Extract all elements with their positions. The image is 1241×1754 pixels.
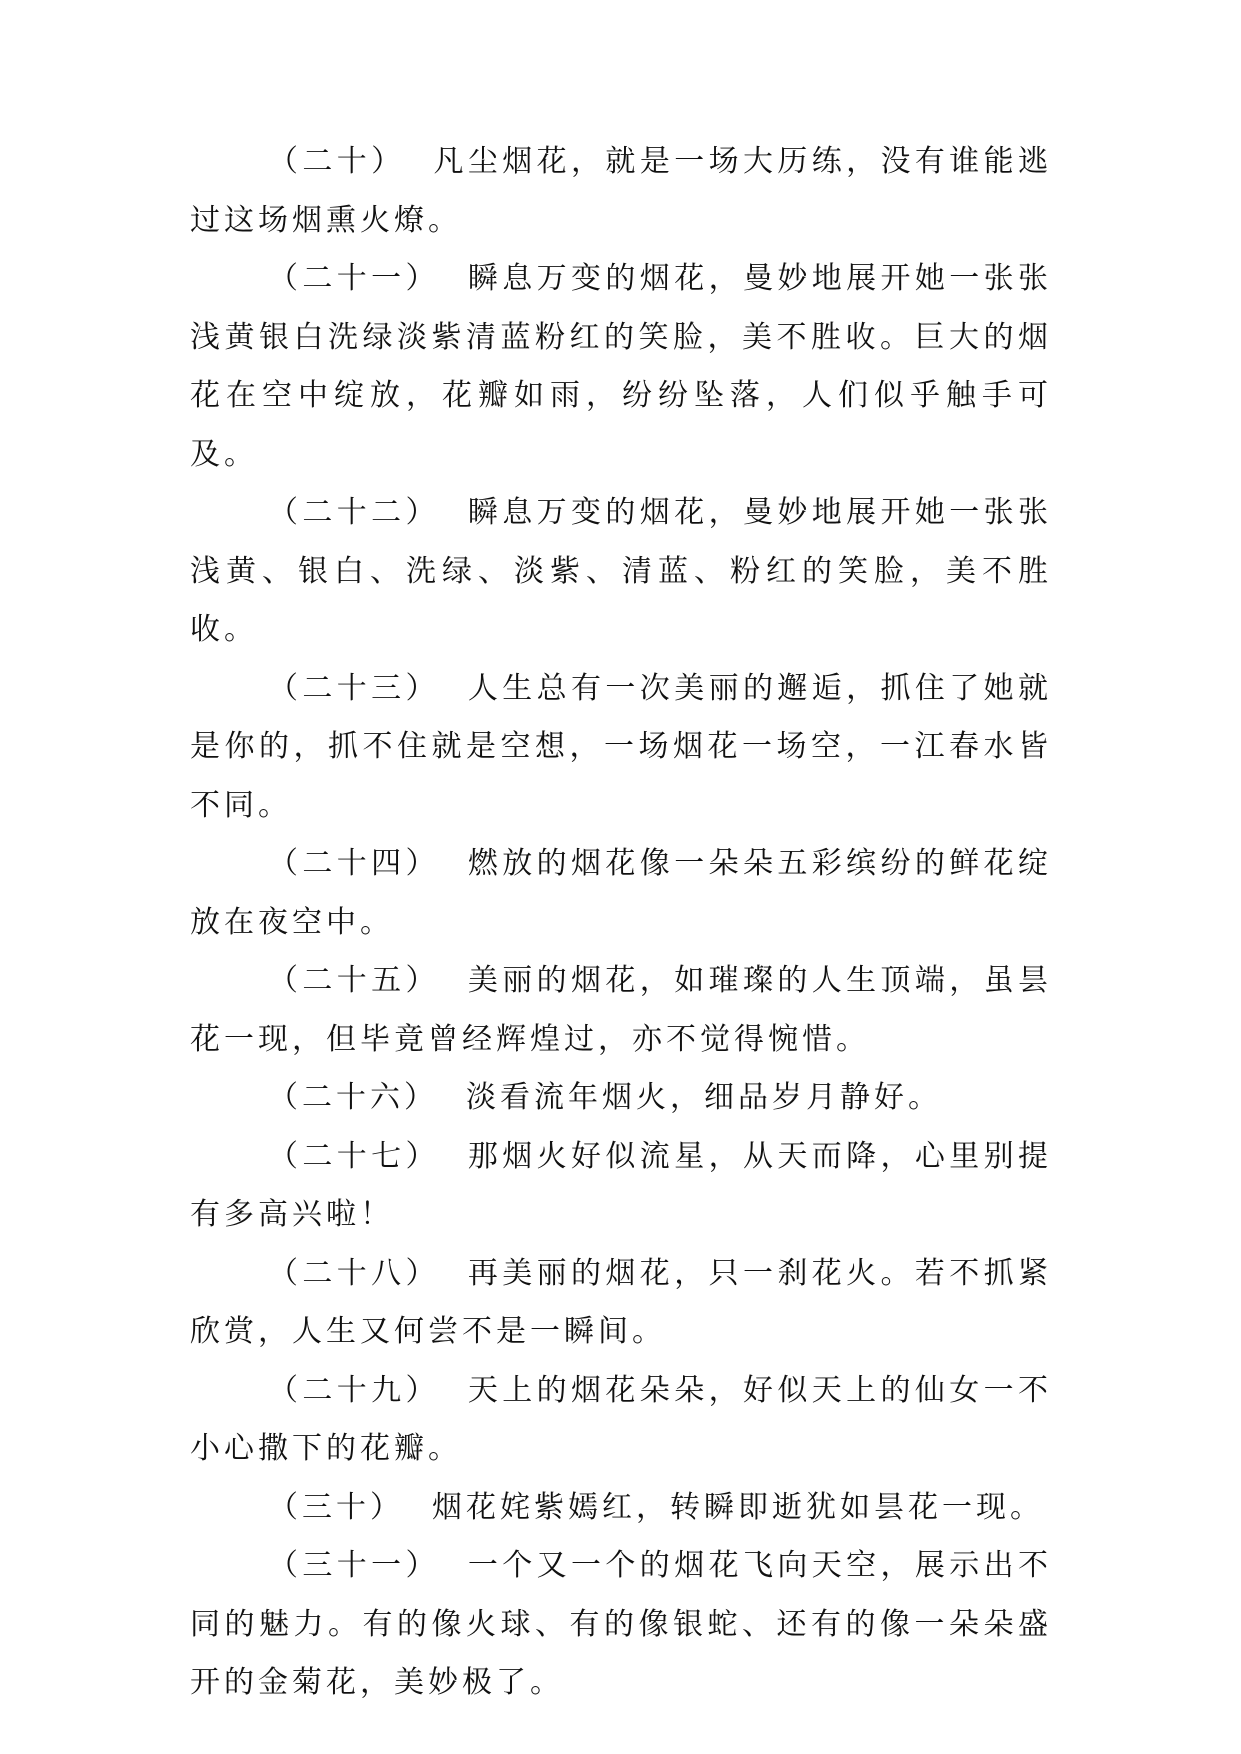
quote-number: （二十九）: [268, 1373, 440, 1407]
quote-number: （二十二）: [268, 496, 440, 529]
document-content: [190, 133, 1052, 1713]
quote-number: （三十一）: [268, 1549, 440, 1582]
quote-text: 燃放的烟花像一朵朵五彩缤纷的鲜花绽放在夜空中。: [190, 847, 1053, 939]
quote-paragraph-21: [190, 250, 1052, 484]
quote-paragraph-22: [190, 484, 1052, 660]
quote-paragraph-29: [190, 1362, 1052, 1479]
quote-text: 淡看流年烟火，细品岁月静好。: [466, 1081, 942, 1114]
quote-paragraph-28: [190, 1245, 1052, 1362]
quote-text: 瞬息万变的烟花，曼妙地展开她一张张浅黄、银白、洗绿、淡紫、清蓝、粉红的笑脸，美不胜收。: [190, 496, 1053, 646]
quote-number: （二十七）: [268, 1139, 440, 1173]
quote-paragraph-25: [190, 952, 1052, 1069]
quote-text: 瞬息万变的烟花，曼妙地展开她一张张浅黄银白洗绿淡紫清蓝粉红的笑脸，美不胜收。巨大的烟花在空中绽放，花瓣如雨，纷纷坠落，人们似乎触手可及。: [190, 262, 1053, 471]
quote-text: 凡尘烟花，就是一场大历练，没有谁能逃过这场烟熏火燎。: [190, 145, 1053, 237]
quote-number: （二十八）: [268, 1256, 440, 1290]
quote-paragraph-26: [190, 1069, 1052, 1128]
quote-paragraph-31: [190, 1537, 1052, 1713]
quote-text: 再美丽的烟花，只一刹花火。若不抓紧欣赏，人生又何尝不是一瞬间。: [190, 1256, 1053, 1348]
quote-text: 烟花姹紫嫣红，转瞬即逝犹如昙花一现。: [432, 1490, 1044, 1524]
quote-text: 那烟火好似流星，从天而降，心里别提有多高兴啦！: [190, 1139, 1053, 1231]
quote-number: （二十）: [268, 145, 406, 178]
quote-text: 一个又一个的烟花飞向天空，展示出不同的魅力。有的像火球、有的像银蛇、还有的像一朵朵盛开的金菊花，美妙极了。: [190, 1549, 1053, 1699]
quote-number: （二十一）: [268, 262, 440, 295]
quote-paragraph-23: [190, 660, 1052, 836]
quote-number: （三十）: [268, 1490, 404, 1524]
quote-text: 天上的烟花朵朵，好似天上的仙女一不小心撒下的花瓣。: [190, 1373, 1053, 1465]
quote-number: （二十三）: [268, 671, 440, 705]
quote-text: 美丽的烟花，如璀璨的人生顶端，虽昙花一现，但毕竟曾经辉煌过，亦不觉得惋惜。: [190, 964, 1053, 1056]
quote-number: （二十六）: [268, 1081, 438, 1114]
quote-paragraph-30: [190, 1479, 1052, 1538]
quote-number: （二十五）: [268, 964, 440, 997]
quote-paragraph-20: [190, 133, 1052, 250]
quote-paragraph-27: [190, 1128, 1052, 1245]
quote-paragraph-24: [190, 835, 1052, 952]
quote-number: （二十四）: [268, 847, 440, 880]
quote-text: 人生总有一次美丽的邂逅，抓住了她就是你的，抓不住就是空想，一场烟花一场空，一江春水皆不同。: [190, 671, 1053, 822]
